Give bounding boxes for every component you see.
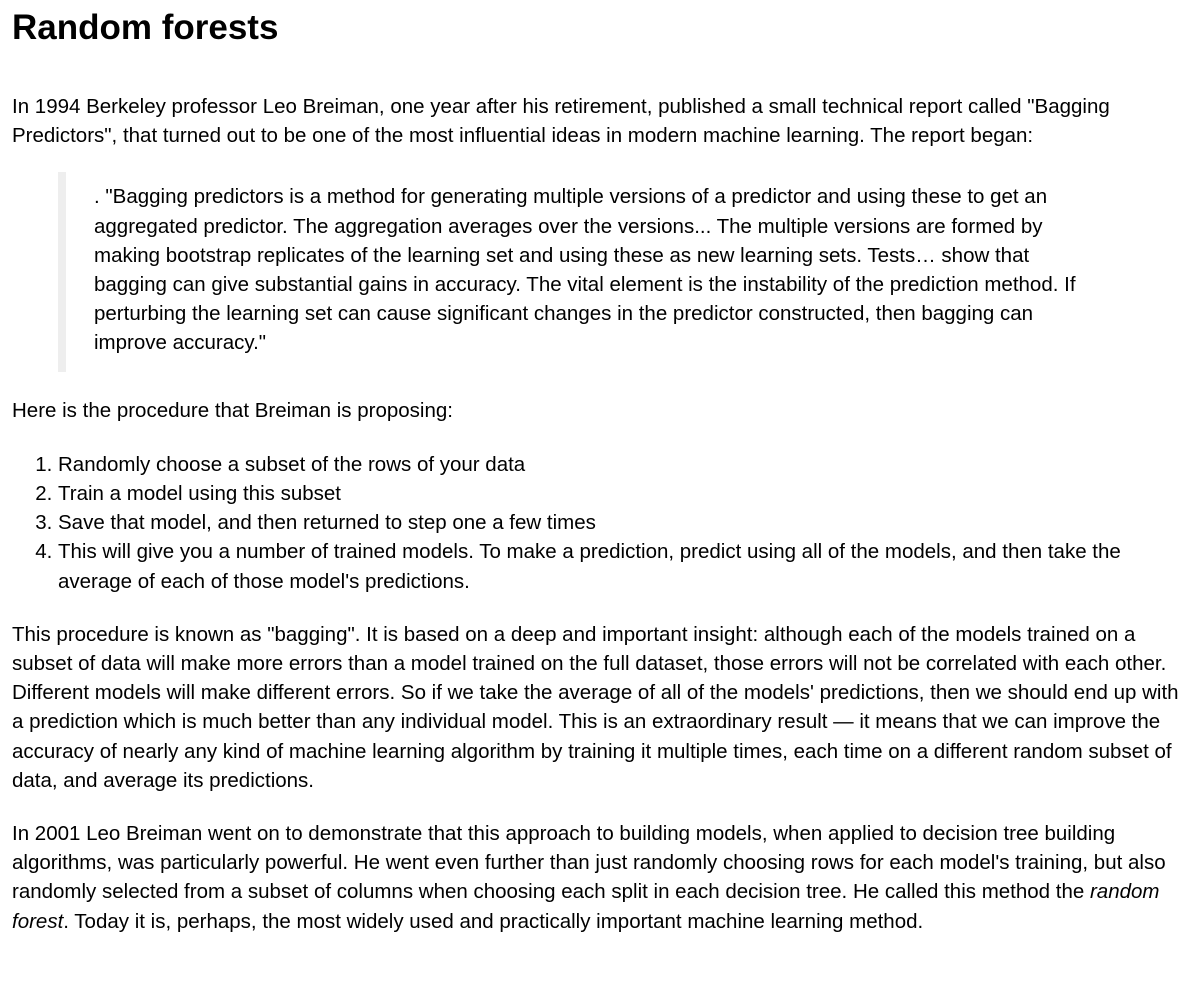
intro-paragraph: In 1994 Berkeley professor Leo Breiman, one year after his retirement, published a small technical report called "Bagging Predictors", that turned out to be one of the most influential ideas in modern machine learning. The report began: — [12, 95, 1110, 148]
list-item: 4. This will give you a number of trained models. To make a prediction, predict using all of the models, and then take the average of each of those model's predictions. — [58, 537, 1188, 595]
rf-emphasis: random forest — [12, 880, 1160, 933]
breiman-quote — [58, 172, 1078, 371]
procedure-intro: Here is the procedure that Breiman is proposing: — [12, 398, 453, 422]
random-forest-paragraph — [12, 819, 1188, 936]
list-item: 2. Train a model using this subset — [58, 479, 1188, 508]
rf-text-after: . Today it is, perhaps, the most widely used and practically important machine learning method. — [63, 909, 924, 933]
list-item: 3. Save that model, and then returned to step one a few times — [58, 508, 1188, 537]
quote-text: . "Bagging predictors is a method for generating multiple versions of a predictor and using these to get an aggregated predictor. The aggregation averages over the versions... The multiple versions are formed by making bootstrap replicates of the learning set and using these as new learning sets. Tests… show that bagging can give substantial gains in accuracy. The vital element is the instability of the prediction method. If perturbing the learning set can cause significant changes in the predictor constructed, then bagging can improve accuracy." — [94, 185, 1076, 355]
bagging-paragraph: This procedure is known as "bagging". It is based on a deep and important insight: although each of the models trained on a subset of data will make more errors than a model trained on the full dataset, those errors will not be correlated with each other. Different models will make different errors. So if we take the average of all of the models' predictions, then we should end up with a prediction which is much better than any individual model. This is an extraordinary result — it means that we can improve the accuracy of nearly any kind of machine learning algorithm by training it multiple times, each time on a different random subset of data, and average its predictions. — [12, 622, 1179, 792]
procedure-steps — [12, 450, 1188, 596]
rf-text-before: In 2001 Leo Breiman went on to demonstrate that this approach to building models, when applied to decision tree building algorithms, was particularly powerful. He went even further than just randomly choosing rows for each model's training, but also randomly selected from a subset of columns when choosing each split in each decision tree. He called this method the — [12, 822, 1166, 904]
list-item: 1. Randomly choose a subset of the rows of your data — [58, 450, 1188, 479]
page-title: Random forests — [12, 8, 279, 47]
document-page — [0, 8, 1200, 936]
